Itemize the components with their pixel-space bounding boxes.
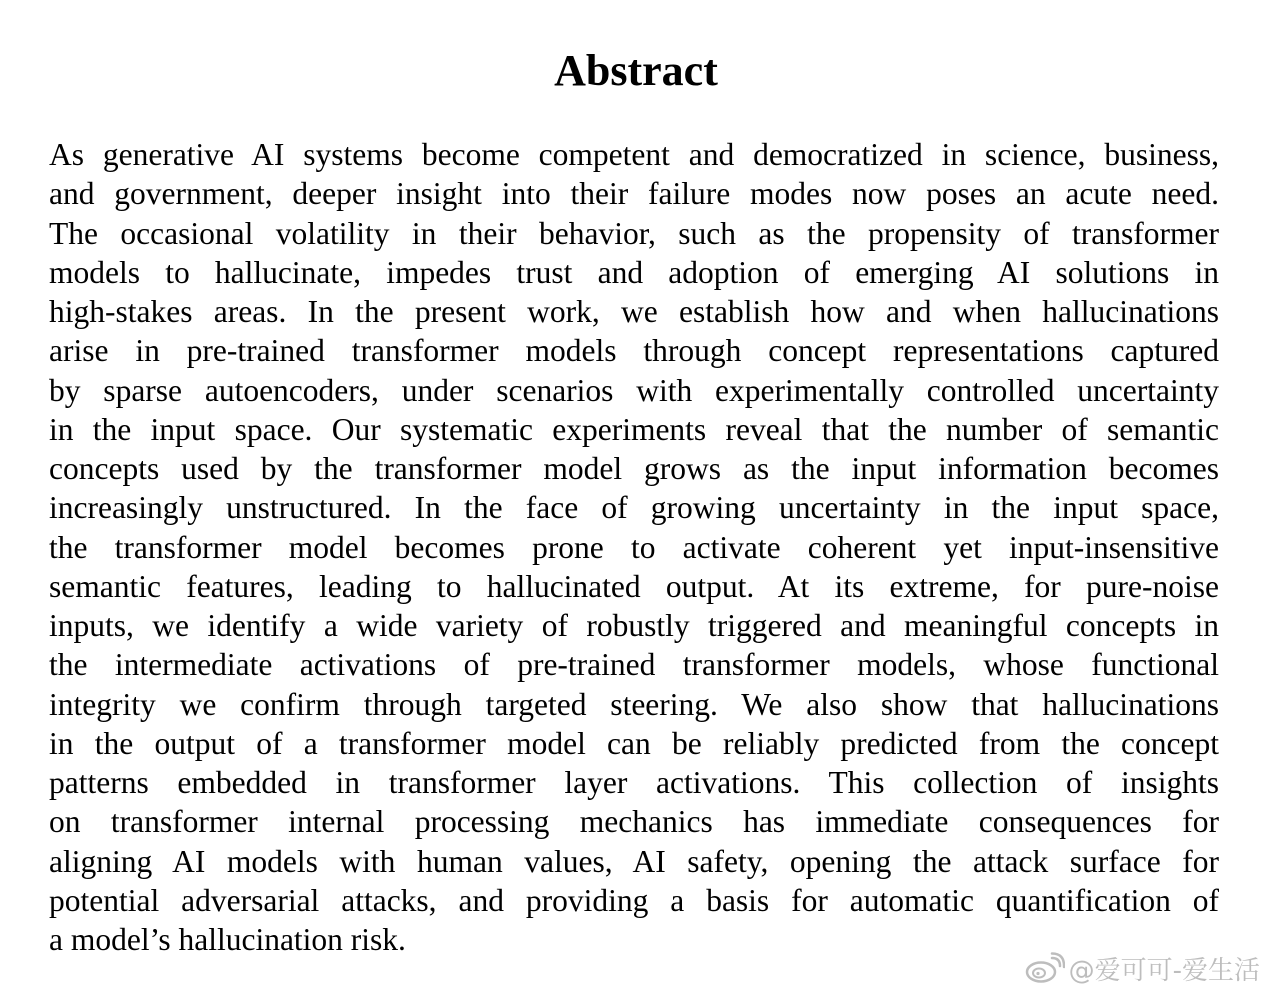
watermark [1025, 952, 1260, 984]
weibo-icon [1025, 952, 1065, 984]
abstract-line: inputs, we identify a wide variety of robustly triggered and meaningful concepts in [49, 608, 1219, 643]
abstract-heading: Abstract [554, 46, 718, 95]
abstract-line: potential adversarial attacks, and providing a basis for automatic quantification of [49, 882, 1219, 918]
abstract-line: the transformer model becomes prone to activate coherent yet input-insensitive [49, 529, 1219, 565]
abstract-line: concepts used by the transformer model grows as the input information becomes [49, 451, 1219, 486]
watermark-text: @爱可可-爱生活 [1068, 955, 1260, 986]
abstract-line: high-stakes areas. In the present work, we establish how and when hallucinations [49, 294, 1219, 329]
abstract-line: integrity we confirm through targeted steering. We also show that hallucinations [49, 686, 1219, 722]
abstract-line: The occasional volatility in their behavior, such as the propensity of transformer [49, 215, 1219, 251]
abstract-line: patterns embedded in transformer layer activations. This collection of insights [49, 765, 1219, 800]
abstract-line: a model’s hallucination risk. [49, 922, 406, 957]
abstract-line: on transformer internal processing mechanics has immediate consequences for [49, 804, 1219, 840]
abstract-line: models to hallucinate, impedes trust and adoption of emerging AI solutions in [49, 254, 1219, 290]
abstract-line: increasingly unstructured. In the face of growing uncertainty in the input space, [49, 490, 1219, 526]
abstract-line: the intermediate activations of pre-trained transformer models, whose functional [49, 647, 1219, 683]
abstract-line: As generative AI systems become competent and democratized in science, business, [49, 137, 1219, 172]
abstract-line: arise in pre-trained transformer models through concept representations captured [49, 333, 1219, 369]
abstract-line: in the input space. Our systematic experiments reveal that the number of semantic [49, 411, 1219, 447]
abstract-line: aligning AI models with human values, AI safety, opening the attack surface for [49, 843, 1219, 879]
abstract-line: and government, deeper insight into their failure modes now poses an acute need. [49, 176, 1219, 212]
abstract-line: in the output of a transformer model can be reliably predicted from the concept [49, 725, 1219, 761]
abstract-line: semantic features, leading to hallucinated output. At its extreme, for pure-noise [49, 568, 1219, 604]
abstract-line: by sparse autoencoders, under scenarios with experimentally controlled uncertainty [49, 372, 1219, 408]
abstract-text [49, 135, 1219, 959]
